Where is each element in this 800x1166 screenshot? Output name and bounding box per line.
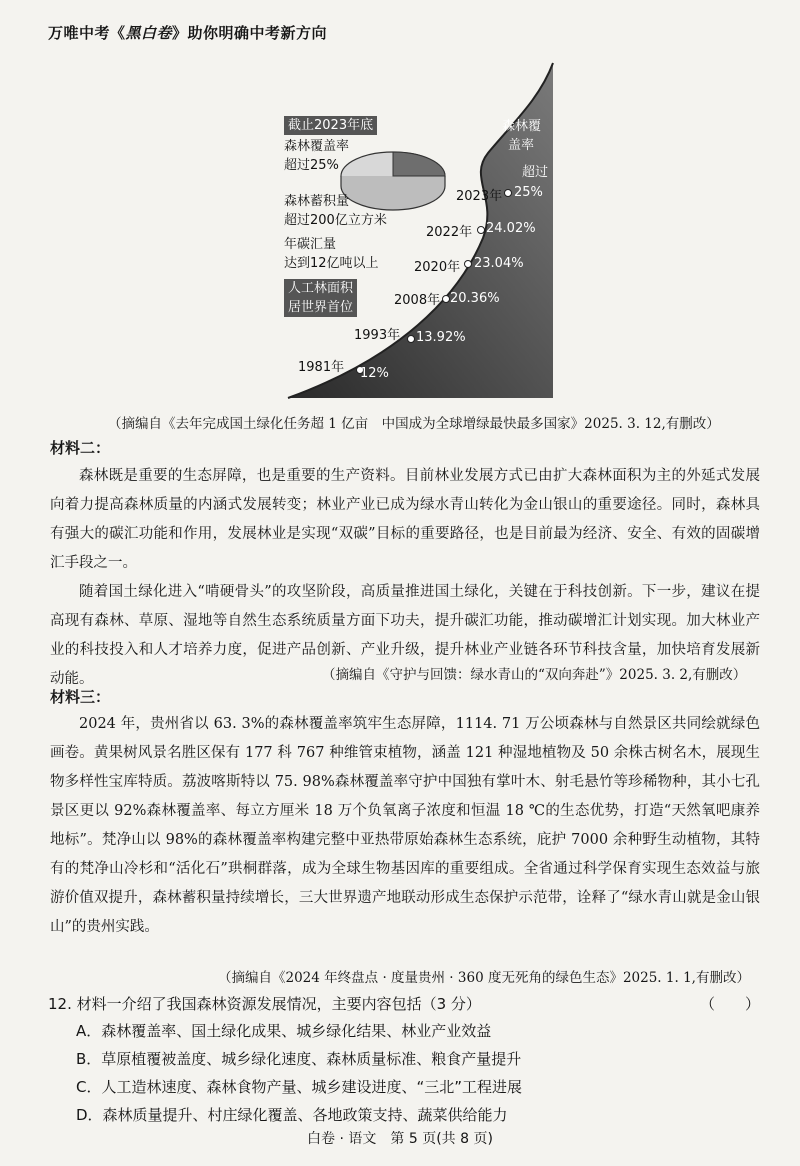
material-2-title: 材料二： <box>50 439 111 457</box>
year-1981: 1981年 <box>298 360 345 375</box>
material-3-title: 材料三： <box>50 688 111 706</box>
year-1993: 1993年 <box>354 328 401 343</box>
option-c[interactable]: C．人工造林速度、森林食物产量、城乡建设进度、“三北”工程进展 <box>76 1078 523 1096</box>
material-2-paragraph-2: 随着国土绿化进入“啃硬骨头”的攻坚阶段，高质量推进国土绿化，关键在于科技创新。下一步，建议在提高现有森林、草原、湿地等自然生态系统质量方面下功夫，提升碳汇功能，推动碳增汇计划实现。加大林业产业的科技投入和人才培养力度，促进产品创新、产业升级，提升林业产业链各环节科技含量，加快培育发展新动能。 <box>50 584 760 687</box>
point-2008 <box>443 296 450 303</box>
point-2020 <box>465 261 472 268</box>
planted-label-2: 居世界首位 <box>284 298 357 317</box>
year-2023: 2023年 <box>456 189 503 204</box>
point-1993 <box>408 336 415 343</box>
side-label-3: 超过 <box>522 165 549 180</box>
stock-label-1: 森林蓄积量 <box>284 194 350 209</box>
year-2008: 2008年 <box>394 293 441 308</box>
header-brand: 黑白卷 <box>125 24 173 42</box>
page-header <box>48 22 327 43</box>
carbon-label-1: 年碳汇量 <box>284 237 337 252</box>
pct-1981: 12% <box>360 366 389 381</box>
source-material-1: （摘编自《去年完成国土绿化任务超 1 亿亩 中国成为全球增绿最快最多国家》2025. 3. 12,有删改） <box>108 416 720 432</box>
pct-2020: 23.04% <box>474 256 524 271</box>
header-suffix: 》助你明确中考新方向 <box>172 24 328 42</box>
pct-2023: 25% <box>514 185 543 200</box>
as-of-label: 截止2023年底 <box>284 116 377 135</box>
option-b[interactable]: B．草原植覆被盖度、城乡绿化速度、森林质量标准、粮食产量提升 <box>76 1050 522 1068</box>
question-12 <box>48 993 760 1014</box>
forest-coverage-figure <box>278 58 568 403</box>
answer-blank[interactable]: （ ） <box>699 995 760 1013</box>
material-2-paragraph-1: 森林既是重要的生态屏障，也是重要的生产资料。目前林业发展方式已由扩大森林面积为主的外延式发展向着力提高森林质量的内涵式发展转变；林业产业已成为绿水青山转化为金山银山的重要途径。同时，森林具有强大的碳汇功能和作用，发展林业是实现“双碳”目标的重要路径，也是目前最为经济、安全、有效的固碳增汇手段之一。 <box>50 468 760 571</box>
carbon-label-2: 达到12亿吨以上 <box>284 256 379 271</box>
stock-label-2: 超过200亿立方米 <box>284 213 387 228</box>
coverage-label-1: 森林覆盖率 <box>284 139 350 154</box>
coverage-label-2: 超过25% <box>284 158 339 173</box>
side-label-1: 森林覆 <box>502 119 542 134</box>
header-prefix: 万唯中考《 <box>48 24 126 42</box>
point-2023 <box>505 190 512 197</box>
pct-2022: 24.02% <box>486 221 536 236</box>
pct-2008: 20.36% <box>450 291 500 306</box>
page-footer: 白卷 · 语文 第 5 页(共 8 页) <box>307 1131 493 1147</box>
material-3-paragraph-1: 2024 年，贵州省以 63. 3%的森林覆盖率筑牢生态屏障，1114. 71 万公顷森林与自然景区共同绘就绿色画卷。黄果树风景名胜区保有 177 科 767 种维管束植物，涵盖 121 种湿地植物及 50 余株古树名木，展现生物多样性宝库特质。荔波喀斯特以 75. 98%森林覆盖率守护中国独有掌叶木、射毛悬竹等珍稀物种，其小七孔景区更以 92%森林覆盖率、每立方厘米 18 万个负氧离子浓度和恒温 18 ℃的生态优势，打造“天然氧吧康养地标”。梵净山以 98%的森林覆盖率构建完整中亚热带原始森林生态系统，庇护 7000 余种野生动植物，其特有的梵净山冷杉和“活化石”珙桐群落，成为全球生物基因库的重要组成。全省通过科学保育实现生态效益与旅游价值双提升，森林蓄积量持续增长，三大世界遗产地联动形成生态保护示范带，诠释了“绿水青山就是金山银山”的贵州实践。 <box>50 716 760 935</box>
option-d[interactable]: D．森林质量提升、村庄绿化覆盖、各地政策支持、蔬菜供给能力 <box>76 1106 508 1124</box>
side-label-2: 盖率 <box>508 138 535 153</box>
point-2022 <box>478 227 485 234</box>
pie-chart <box>341 152 445 210</box>
year-2020: 2020年 <box>414 260 461 275</box>
source-material-3: （摘编自《2024 年终盘点 · 度量贵州 · 360 度无死角的绿色生态》2025. 1. 1,有删改） <box>218 970 750 986</box>
question-12-stem: 12. 材料一介绍了我国森林资源发展情况，主要内容包括（3 分） <box>48 995 481 1013</box>
option-a[interactable]: A．森林覆盖率、国土绿化成果、城乡绿化结果、林业产业效益 <box>76 1022 492 1040</box>
planted-label-1: 人工林面积 <box>284 279 357 298</box>
pct-1993: 13.92% <box>416 330 466 345</box>
year-2022: 2022年 <box>426 225 473 240</box>
source-material-2: （摘编自《守护与回馈：绿水青山的“双向奔赴”》2025. 3. 2,有删改） <box>322 667 747 683</box>
